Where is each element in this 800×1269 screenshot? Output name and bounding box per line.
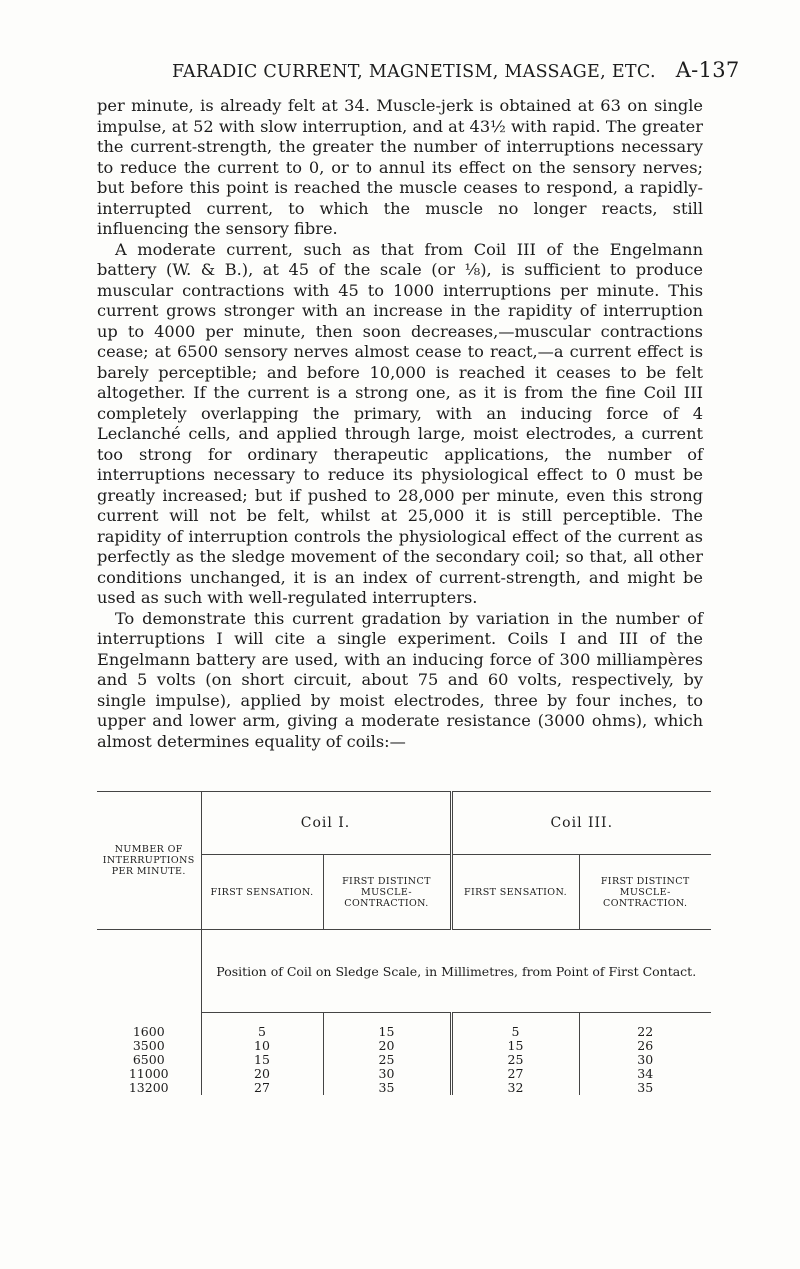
- column-header-coil-1-contraction: FIRST DISTINCT MUSCLE-CONTRACTION.: [323, 855, 451, 930]
- table-row: [97, 1081, 711, 1095]
- column-header-interruptions: NUMBER OF INTERRUPTIONS PER MINUTE.: [102, 844, 195, 877]
- position-caption: Position of Coil on Sledge Scale, in Millimetres, from Point of First Contact.: [201, 930, 711, 1013]
- interruptions-cell: 11000: [128, 1066, 169, 1081]
- coil-3-sensation-cell: 15: [451, 1039, 579, 1053]
- coil-3-contraction-cell: 22: [579, 1013, 711, 1040]
- coil-3-contraction-cell: 30: [579, 1053, 711, 1067]
- coil-1-sensation-cell: 27: [201, 1081, 323, 1095]
- coil-3-contraction-cell: 34: [579, 1067, 711, 1081]
- interruptions-cell: 6500: [132, 1052, 165, 1067]
- table-row: [97, 1053, 711, 1067]
- coil-1-contraction-cell: 20: [323, 1039, 451, 1053]
- column-header-coil-1: Coil I.: [201, 792, 451, 855]
- paragraph: per minute, is already felt at 34. Muscle-jerk is obtained at 63 on single impulse, at 52 with slow interruption, and at 43½ with rapid. The greater the current-strength, the greater the number of interruptions necessary to reduce the current to 0, or to annul its effect on the sensory nerves; but before this point is reached the muscle ceases to respond, a rapidly-interrupted current, to which the muscle no longer reacts, still influencing the sensory fibre.: [97, 96, 703, 238]
- coil-1-sensation-cell: 10: [201, 1039, 323, 1053]
- interruptions-cell: 1600: [132, 1023, 165, 1039]
- column-header-coil-3: Coil III.: [451, 792, 711, 855]
- body-text: [97, 96, 703, 752]
- running-head: [172, 58, 740, 82]
- interruptions-cell: 3500: [132, 1038, 165, 1053]
- coil-1-sensation-cell: 15: [201, 1053, 323, 1067]
- page-number: A-137: [675, 58, 740, 82]
- coil-1-sensation-cell: 20: [201, 1067, 323, 1081]
- coil-1-contraction-cell: 25: [323, 1053, 451, 1067]
- coil-3-contraction-cell: 26: [579, 1039, 711, 1053]
- table-row: [97, 1013, 711, 1040]
- coil-1-contraction-cell: 30: [323, 1067, 451, 1081]
- data-table: [97, 791, 711, 1095]
- coil-3-sensation-cell: 27: [451, 1067, 579, 1081]
- column-header-coil-3-sensation: FIRST SENSATION.: [451, 855, 579, 930]
- coil-3-contraction-cell: 35: [579, 1081, 711, 1095]
- coil-3-sensation-cell: 25: [451, 1053, 579, 1067]
- table-row: [97, 1039, 711, 1053]
- table-row: [97, 1067, 711, 1081]
- coil-1-sensation-cell: 5: [201, 1013, 323, 1040]
- paragraph: A moderate current, such as that from Coil III of the Engelmann battery (W. & B.), at 45 of the scale (or ⅛), is sufficient to produce muscular contractions with 45 to 1000 interruptions per minute. This current grows stronger with an increase in the rapidity of interruption up to 4000 per minute, then soon decreases,—muscular contractions cease; at 6500 sensory nerves almost cease to react,—a current effect is barely perceptible; and before 10,000 is reached it ceases to be felt altogether. If the current is a strong one, as it is from the fine Coil III completely overlapping the primary, with an inducing force of 4 Leclanché cells, and applied through large, moist electrodes, a current too strong for ordinary therapeutic applications, the number of interruptions necessary to reduce its physiological effect to 0 must be greatly increased; but if pushed to 28,000 per minute, even this strong current will not be felt, whilst at 25,000 it is still perceptible. The rapidity of interruption controls the physiological effect of the current as perfectly as the sledge movement of the secondary coil; so that, all other conditions unchanged, it is an index of current-strength, and might be used as such with well-regulated interrupters.: [97, 239, 703, 607]
- page-header-title: FARADIC CURRENT, MAGNETISM, MASSAGE, ETC.: [172, 62, 656, 82]
- empty-cell: [97, 930, 201, 1013]
- coil-3-sensation-cell: 32: [451, 1081, 579, 1095]
- interruptions-cell: 13200: [128, 1080, 169, 1095]
- paragraph: To demonstrate this current gradation by variation in the number of interruptions I will cite a single experiment. Coils I and III of the Engelmann battery are used, with an inducing force of 300 milliampères and 5 volts (on short circuit, about 75 and 60 volts, respectively, by single impulse), applied by moist electrodes, three by four inches, to upper and lower arm, giving a moderate resistance (3000 ohms), which almost determines equality of coils:—: [97, 608, 703, 751]
- coil-3-sensation-cell: 5: [451, 1013, 579, 1040]
- column-header-coil-3-contraction: FIRST DISTINCT MUSCLE-CONTRACTION.: [579, 855, 711, 930]
- column-header-coil-1-sensation: FIRST SENSATION.: [201, 855, 323, 930]
- coil-1-contraction-cell: 15: [323, 1013, 451, 1040]
- coil-1-contraction-cell: 35: [323, 1081, 451, 1095]
